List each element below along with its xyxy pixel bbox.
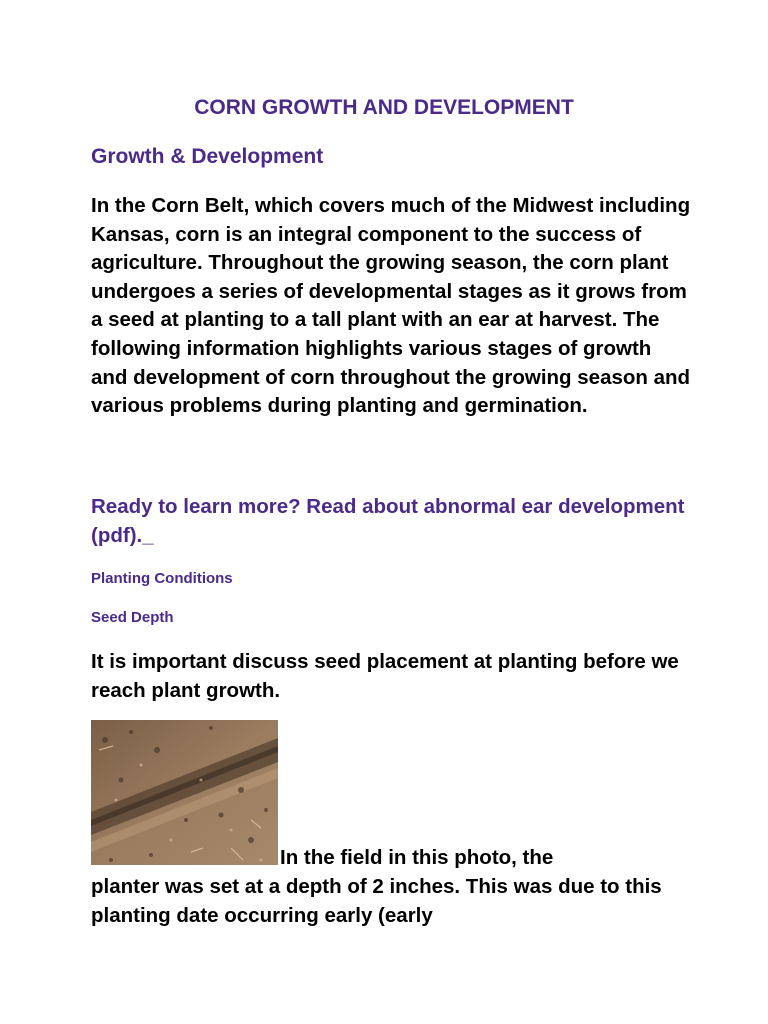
intro-paragraph: In the Corn Belt, which covers much of the Midwest including Kansas, corn is an integral component to the success of agriculture. Throughout the growing season, the corn plant undergoes a series of developmental stages as it grows from a seed at planting to a tall plant with an ear at harvest. The following information highlights various stages of growth and development of corn throughout the growing season and various problems during planting and germination. [91, 194, 691, 418]
planting-conditions-heading: Planting Conditions [91, 570, 233, 587]
learn-more-paragraph [91, 492, 691, 550]
document-title: CORN GROWTH AND DEVELOPMENT [194, 96, 574, 119]
seed-furrow-photo [91, 720, 278, 865]
seed-placement-paragraph: It is important discuss seed placement at planting before we reach plant growth. [91, 650, 679, 702]
photo-caption-paragraph: planter was set at a depth of 2 inches. This was due to this planting date occurring early (early [91, 875, 662, 927]
photo-caption-first-line: In the field in this photo, the [280, 846, 554, 869]
section-heading: Growth & Development [91, 145, 324, 168]
abnormal-ear-pdf-link[interactable]: Ready to learn more? Read about abnormal ear development (pdf). [91, 495, 685, 547]
seed-depth-heading: Seed Depth [91, 609, 174, 626]
link-underscore: _ [142, 524, 154, 547]
